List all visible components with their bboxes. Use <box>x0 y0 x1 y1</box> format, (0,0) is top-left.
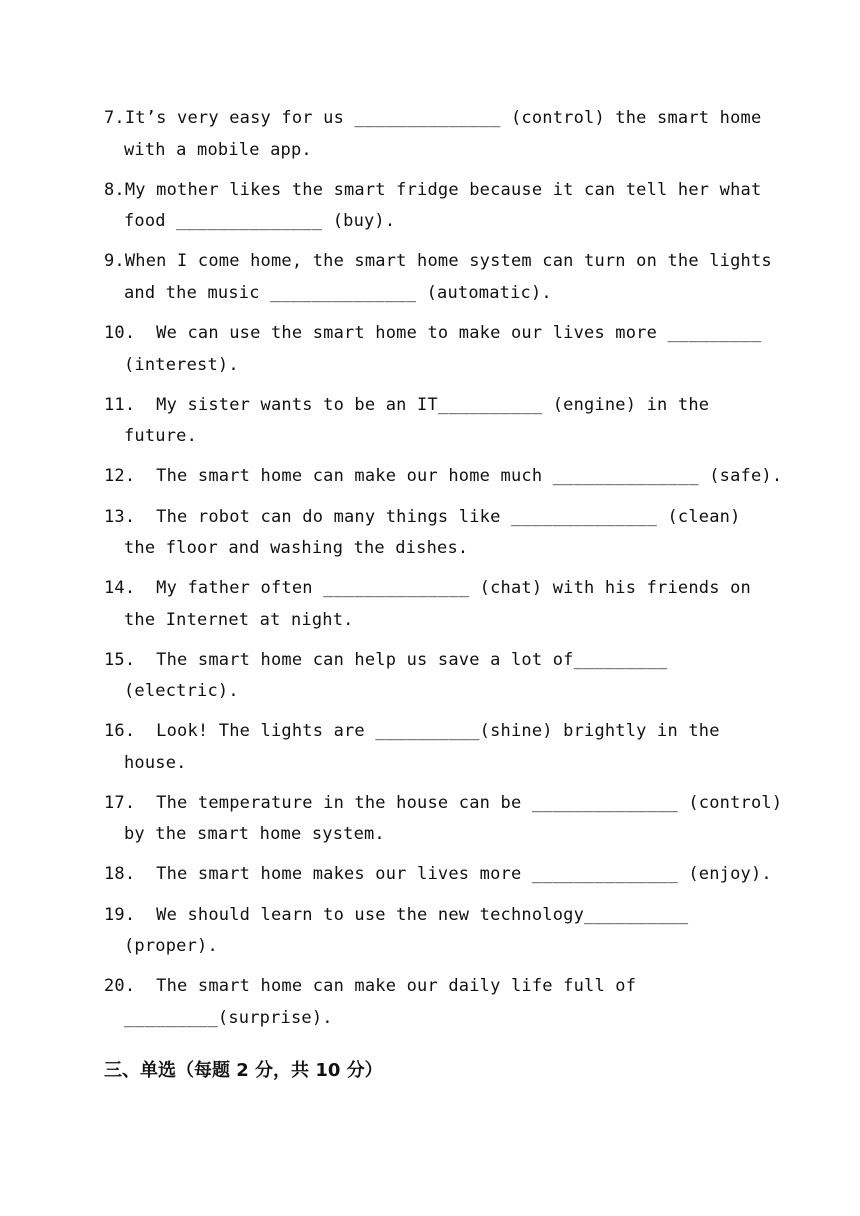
question-line-1: 14. My father often ______________ (chat) with his friends on <box>104 578 751 598</box>
question-line-2: food ______________ (buy). <box>124 211 396 231</box>
question-line-2: and the music ______________ (automatic). <box>124 283 552 303</box>
question-line-2: (electric). <box>124 681 239 701</box>
section-heading: 三、单选（每题 2 分，共 10 分） <box>104 1060 383 1081</box>
question-line-1: 13. The robot can do many things like ______________ (clean) <box>104 507 741 527</box>
question-line-1: 11. My sister wants to be an IT__________ (engine) in the <box>104 395 710 415</box>
question-line-1: 10. We can use the smart home to make our lives more _________ <box>104 323 762 343</box>
question-line-2: (interest). <box>124 355 239 375</box>
question-line-1: 15. The smart home can help us save a lot of_________ <box>104 650 668 670</box>
question-line-1: 19. We should learn to use the new technology__________ <box>104 905 689 925</box>
question-line-2: (proper). <box>124 936 218 956</box>
question-line-1: 18. The smart home makes our lives more ______________ (enjoy). <box>104 864 772 884</box>
question-line-1: 9.When I come home, the smart home system can turn on the lights <box>104 251 772 271</box>
question-line-1: 7.It’s very easy for us ______________ (control) the smart home <box>104 108 762 128</box>
question-line-2: the floor and washing the dishes. <box>124 538 469 558</box>
question-line-2: by the smart home system. <box>124 824 385 844</box>
question-line-2: house. <box>124 753 187 773</box>
question-line-2: future. <box>124 426 198 446</box>
question-line-1: 16. Look! The lights are __________(shine) brightly in the <box>104 721 720 741</box>
question-line-1: 20. The smart home can make our daily life full of <box>104 976 637 996</box>
question-line-2: the Internet at night. <box>124 610 354 630</box>
question-line-1: 8.My mother likes the smart fridge because it can tell her what <box>104 180 762 200</box>
question-line-2: _________(surprise). <box>124 1008 333 1028</box>
question-line-1: 12. The smart home can make our home much ______________ (safe). <box>104 466 783 486</box>
question-line-1: 17. The temperature in the house can be ______________ (control) <box>104 793 783 813</box>
question-line-2: with a mobile app. <box>124 140 312 160</box>
